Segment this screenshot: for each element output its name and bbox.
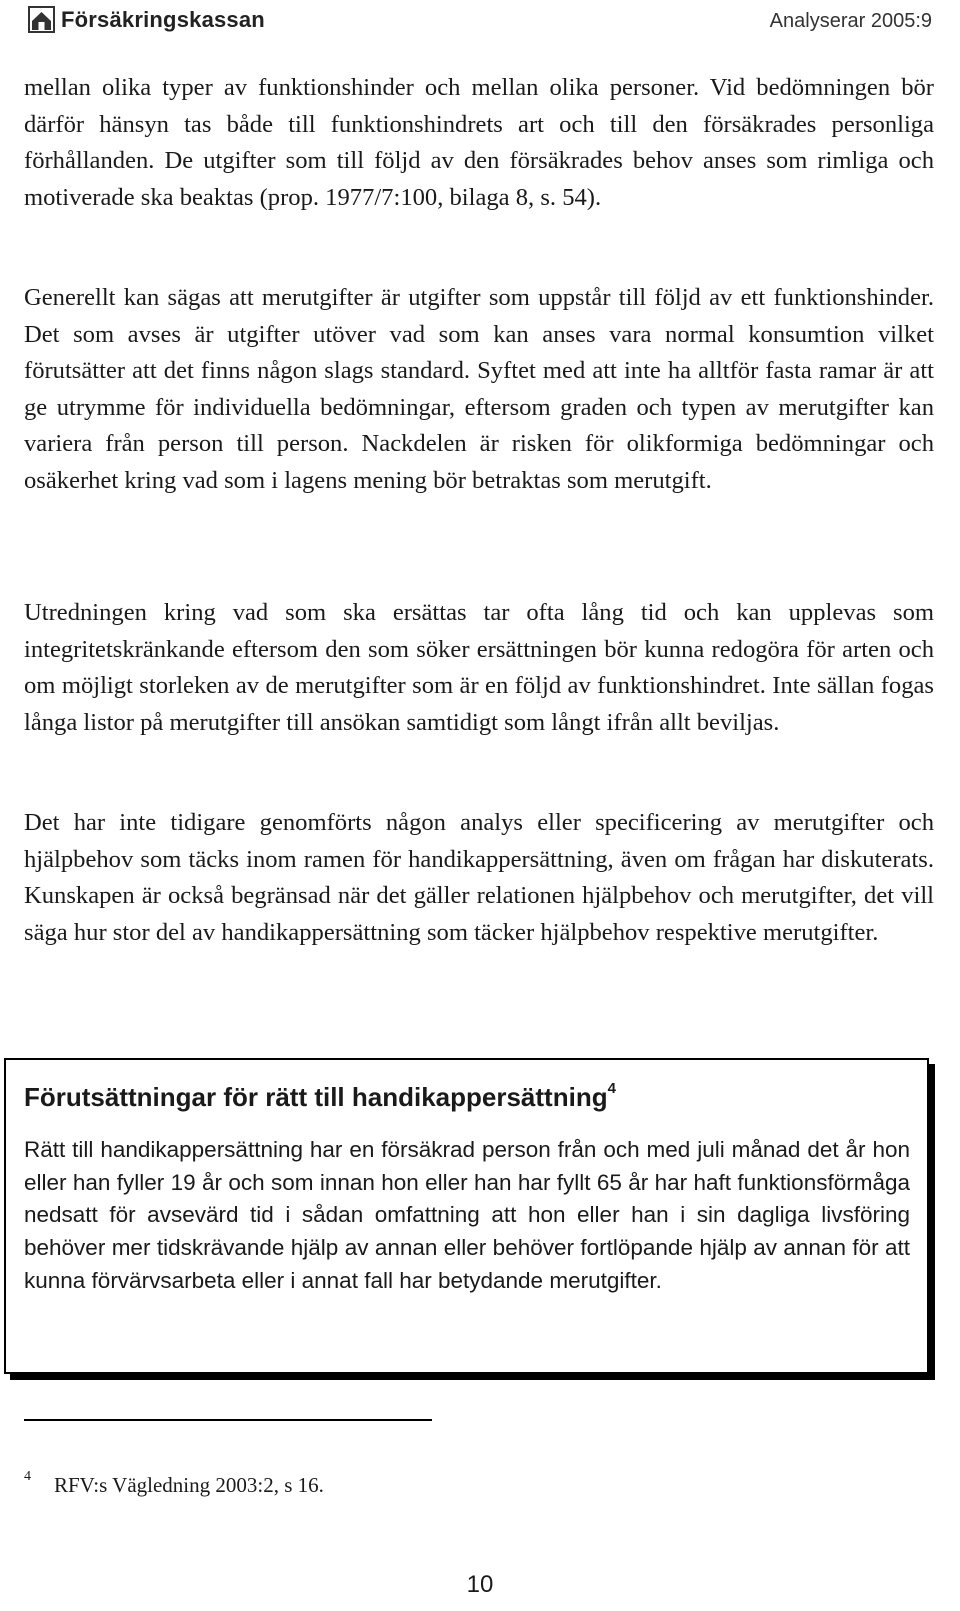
fact-box-title-text: Förutsättningar för rätt till handikappersättning — [24, 1082, 608, 1112]
footnote-number: 4 — [24, 1469, 31, 1484]
page-number: 10 — [466, 1571, 494, 1598]
footnote-divider — [24, 1419, 432, 1421]
paragraph: Utredningen kring vad som ska ersättas tar ofta lång tid och kan upplevas som integritetskränkande eftersom den som söker ersättningen bör kunna redogöra för arten och om möjligt storleken av de merutgifter som är en följd av funktionshindret. Inte sällan fogas långa listor på merutgifter till ansökan samtidigt som långt ifrån allt beviljas. — [24, 599, 934, 736]
fact-box-text: Rätt till handikappersättning har en försäkrad person från och med juli månad det år hon eller han fyller 19 år och som innan hon eller han har fyllt 65 år har haft funktionsförmåga nedsatt för avsevärd tid i sådan omfattning att hon eller han i sin dagliga livsföring behöver mer tidskrävande hjälp av annan eller behöver fortlöpande hjälp av annan för att kunna förvärvsarbeta eller i annat fall har betydande merutgifter. — [24, 1137, 910, 1293]
fact-box — [4, 1058, 929, 1374]
house-logo-icon — [28, 6, 55, 33]
brand-logo — [28, 6, 265, 33]
brand-name: Försäkringskassan — [61, 6, 265, 32]
paragraph: Det har inte tidigare genomförts någon analys eller specificering av merutgifter och hjälpbehov som täcks inom ramen för handikappersättning, även om frågan har diskuterats. Kunskapen är också begränsad när det gäller relationen hjälpbehov och merutgifter, det vill säga hur stor del av handikappersättning som täcker hjälpbehov respektive merutgifter. — [24, 809, 934, 946]
footnote-text: RFV:s Vägledning 2003:2, s 16. — [54, 1473, 324, 1497]
fact-box-title — [24, 1082, 616, 1113]
paragraph: mellan olika typer av funktionshinder och mellan olika personer. Vid bedömningen bör därför hänsyn tas både till funktionshindrets art och till den försäkrades personliga förhållanden. De utgifter som till följd av den försäkrades behov anses som rimliga och motiverade ska beaktas (prop. 1977/7:100, bilaga 8, s. 54). — [24, 74, 934, 211]
paragraph: Generellt kan sägas att merutgifter är utgifter som uppstår till följd av ett funktionshinder. Det som avses är utgifter utöver vad som kan anses vara normal konsumtion vilket förutsätter att det finns någon slags standard. Syftet med att inte ha alltför fasta ramar är att ge utrymme för individuella bedömningar, eftersom graden och typen av merutgifter kan variera från person till person. Nackdelen är risken för olikformiga bedömningar och osäkerhet kring vad som i lagens mening bör betraktas som merutgift. — [24, 284, 934, 494]
page-header — [28, 6, 932, 40]
footnote-reference: 4 — [607, 1080, 616, 1098]
report-id: Analyserar 2005:9 — [769, 10, 932, 32]
